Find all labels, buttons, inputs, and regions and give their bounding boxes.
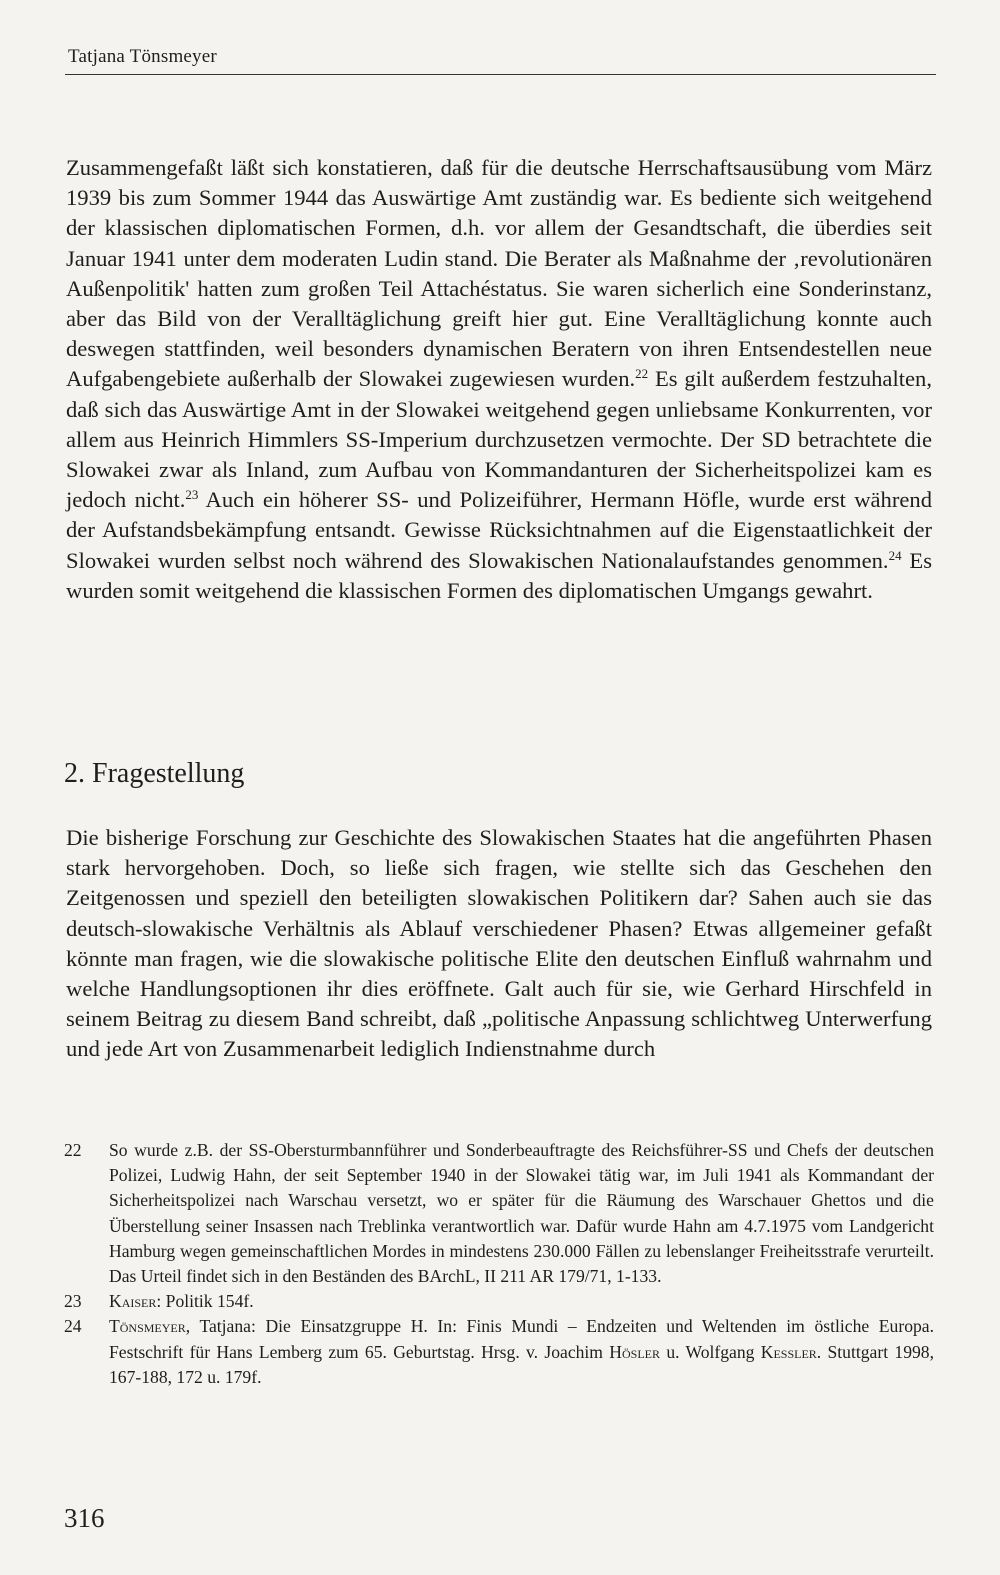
footnote-ref: 24 <box>888 547 902 563</box>
paragraph-text: Es wurden somit weitgehend die klassischen Formen des diplomatischen Umgangs gewahrt. <box>66 547 932 603</box>
paragraph-text: Zusammengefaßt läßt sich konstatieren, daß für die deutsche Herrschaftsausübung vom März 1939 bis zum Sommer 1944 das Auswärtige Amt zuständig war. Es bediente sich weitgehend der klassischen diplomatischen Formen, d.h. vor allem der Gesandtschaft, die überdies seit Januar 1941 unter dem moderaten Ludin stand. Die Berater als Maßnahme der ‚revolutionären Außenpolitik' hatten zum großen Teil Attachéstatus. Sie waren sicherlich eine Sonderinstanz, aber das Bild von der Veralltäglichung greift hier gut. Eine Veralltäglichung konnte auch deswegen stattfinden, weil besonders dynamischen Beratern von ihren Entsendestellen neue Aufgabengebiete außerhalb der Slowakei zugewiesen wurden. <box>66 155 932 392</box>
citation-text: , Tatjana: Die Einsatzgruppe H. In: Finis Mundi – Endzeiten und Weltenden im östliche Europa. Festschrift für Hans Lemberg zum 65. Geburtstag. Hrsg. v. Joachim <box>109 1316 934 1362</box>
editor-name: Kessler <box>760 1341 817 1362</box>
author-name: Kaiser <box>109 1291 157 1312</box>
footnote-ref: 23 <box>185 487 199 503</box>
footnote-number: 23 <box>64 1291 82 1312</box>
citation-text: : Politik 154f. <box>156 1291 254 1312</box>
citation-text: . Stuttgart 1998, 167-188, 172 u. 179f. <box>109 1341 934 1387</box>
footnotes <box>64 1138 934 1390</box>
footnote <box>64 1289 934 1314</box>
paragraph-text: Auch ein höherer SS- und Polizeiführer, Hermann Höfle, wurde erst während der Aufstandsbekämpfung entsandt. Gewisse Rücksichtnahmen auf die Eigenstaatlichkeit der Slowakei wurden selbst noch während des Slowakischen Nationalaufstandes genommen. <box>66 487 932 573</box>
body-paragraph <box>66 153 932 606</box>
header-rule <box>65 74 936 75</box>
section-heading: 2. Fragestellung <box>64 758 245 789</box>
citation-text: u. Wolfgang <box>660 1341 761 1362</box>
footnote-number: 22 <box>64 1140 82 1160</box>
footnote-text <box>109 1314 934 1390</box>
author-name: Tönsmeyer <box>109 1316 186 1337</box>
page-number: 316 <box>64 1503 105 1533</box>
footnote-text: So wurde z.B. der SS-Obersturmbannführer und Sonderbeauftragte des Reichsführer-SS und Chefs der deutschen Polizei, Ludwig Hahn, der seit September 1940 in der Slowakei tätig war, im Juli 1941 als Kommandant der Sicherheitspolizei nach Warschau versetzt, wo er später für die Räumung des Warschauer Ghettos und die Überstellung seiner Insassen nach Treblinka verantwortlich war. Dafür wurde Hahn am 4.7.1975 vom Landgericht Hamburg wegen gemeinschaftlichen Mordes in mindestens 230.000 Fällen zu lebenslanger Freiheitsstrafe verurteilt. Das Urteil findet sich in den Beständen des BArchL, II 211 AR 179/71, 1-133. <box>109 1140 934 1287</box>
footnote-ref: 22 <box>635 366 649 382</box>
footnote-text <box>109 1289 934 1314</box>
body-paragraph: Die bisherige Forschung zur Geschichte des Slowakischen Staates hat die angeführten Phasen stark hervorgehoben. Doch, so ließe sich fragen, wie stellte sich das Geschehen den Zeitgenossen und speziell den beteiligten slowakischen Politikern dar? Sahen auch sie das deutsch-slowakische Verhältnis als Ablauf verschiedener Phasen? Etwas allgemeiner gefaßt könnte man fragen, wie die slowakische politische Elite den deutschen Einfluß wahrnahm und welche Handlungsoptionen ihr dies eröffnete. Galt auch für sie, wie Gerhard Hirschfeld in seinem Beitrag zu diesem Band schreibt, daß „politische Anpassung schlichtweg Unterwerfung und jede Art von Zusammenarbeit lediglich Indienstnahme durch <box>66 825 932 1062</box>
footnote <box>64 1314 934 1390</box>
paragraph-text: Es gilt außerdem festzuhalten, daß sich das Auswärtige Amt in der Slowakei weitgehend gegen unliebsame Konkurrenten, vor allem aus Heinrich Himmlers SS-Imperium durchzusetzen vermochte. Der SD betrachtete die Slowakei zwar als Inland, zum Aufbau von Kommandanturen der Sicherheitspolizei kam es jedoch nicht. <box>66 366 932 513</box>
running-head: Tatjana Tönsmeyer <box>68 46 217 67</box>
footnote-number: 24 <box>64 1316 82 1337</box>
editor-name: Hösler <box>609 1341 661 1362</box>
footnote <box>64 1138 934 1289</box>
